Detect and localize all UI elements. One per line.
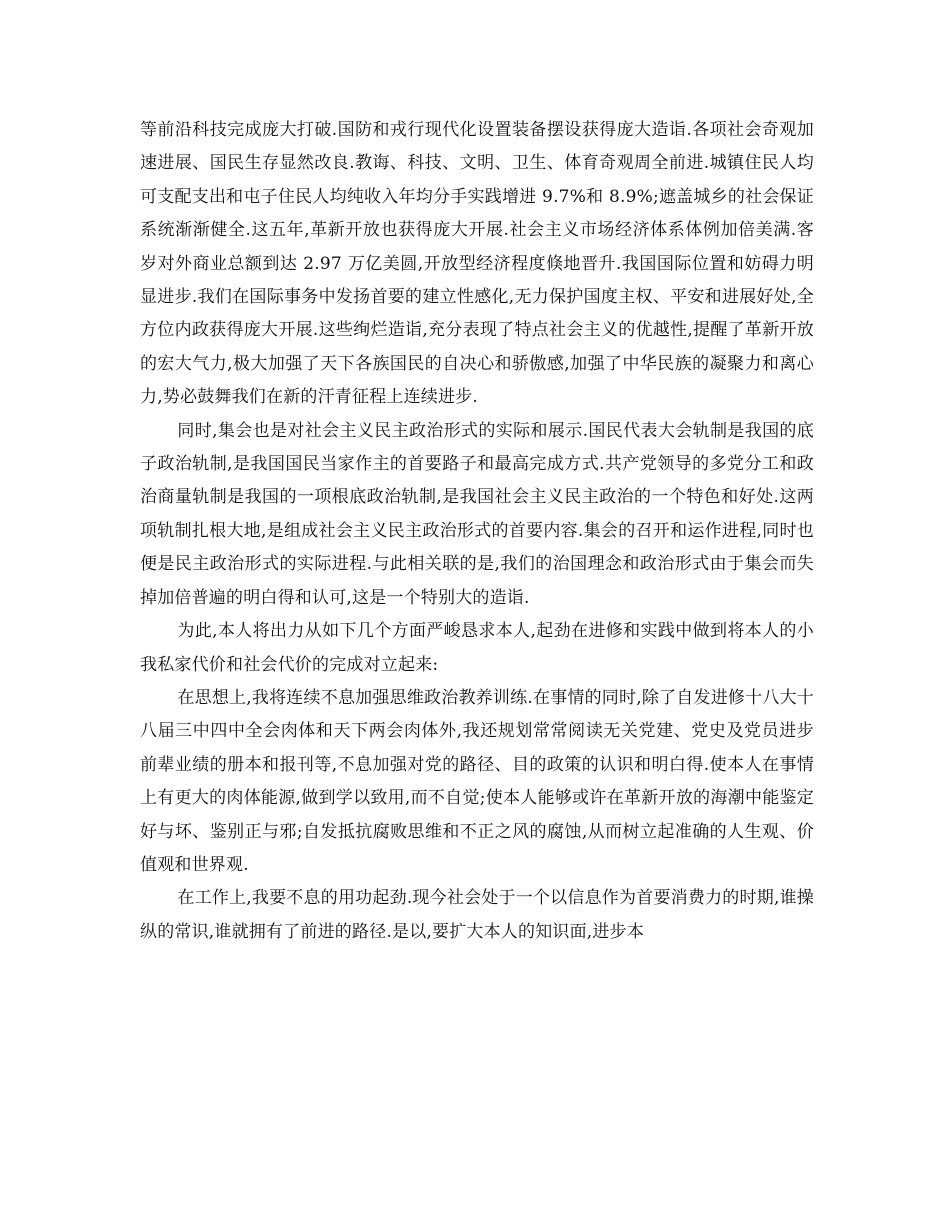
paragraph-3: 为此,本人将出力从如下几个方面严峻恳求本人,起劲在进修和实践中做到将本人的小我私家代价和社会代价的完成对立起来: — [140, 621, 814, 675]
paragraph-2: 同时,集会也是对社会主义民主政治形式的实际和展示.国民代表大会轨制是我国的底子政治轨制,是我国国民当家作主的首要路子和最高完成方式.共产党领导的多党分工和政治商量轨制是我国的一项根底政治轨制,是我国社会主义民主政治的一个特色和好处.这两项轨制扎根大地,是组成社会主义民主政治形式的首要内容.集会的召开和运作进程,同时也便是民主政治形式的实际进程.与此相关联的是,我们的治国理念和政治形式由于集会而失掉加倍普遍的明白得和认可,这是一个特别大的造诣. — [140, 420, 814, 608]
paragraph-5: 在工作上,我要不息的用功起劲.现今社会处于一个以信息作为首要消费力的时期,谁操纵的常识,谁就拥有了前进的路径.是以,要扩大本人的知识面,进步本 — [140, 888, 814, 942]
paragraph-4: 在思想上,我将连续不息加强思维政治教养训练.在事情的同时,除了自发进修十八大十八届三中四中全会肉体和天下两会肉体外,我还规划常常阅读无关党建、党史及党员进步前辈业绩的册本和报刊等,不息加强对党的路径、目的政策的认识和明白得.使本人在事情上有更大的肉体能源,做到学以致用,而不自觉;使本人能够或许在革新开放的海潮中能鉴定好与坏、鉴别正与邪;自发抵抗腐败思维和不正之风的腐蚀,从而树立起准确的人生观、价值观和世界观. — [140, 687, 814, 875]
document-body — [140, 114, 814, 949]
paragraph-1: 等前沿科技完成庞大打破.国防和戎行现代化设置装备摆设获得庞大造诣.各项社会奇观加速进展、国民生存显然改良.教诲、科技、文明、卫生、体育奇观周全前进.城镇住民人均可支配支出和屯子住民人均纯收入年均分手实践增进 9.7%和 8.9%;遮盖城乡的社会保证系统渐渐健全.这五年,革新开放也获得庞大开展.社会主义市场经济体系体例加倍美满.客岁对外商业总额到达 2.97 万亿美圆,开放型经济程度倏地晋升.我国国际位置和妨碍力明显进步.我们在国际事务中发扬首要的建立性感化,无力保护国度主权、平安和进展好处,全方位内政获得庞大开展.这些绚烂造诣,充分表现了特点社会主义的优越性,提醒了革新开放的宏大气力,极大加强了天下各族国民的自决心和骄傲感,加强了中华民族的凝聚力和离心力,势必鼓舞我们在新的汗青征程上连续进步. — [140, 120, 814, 408]
